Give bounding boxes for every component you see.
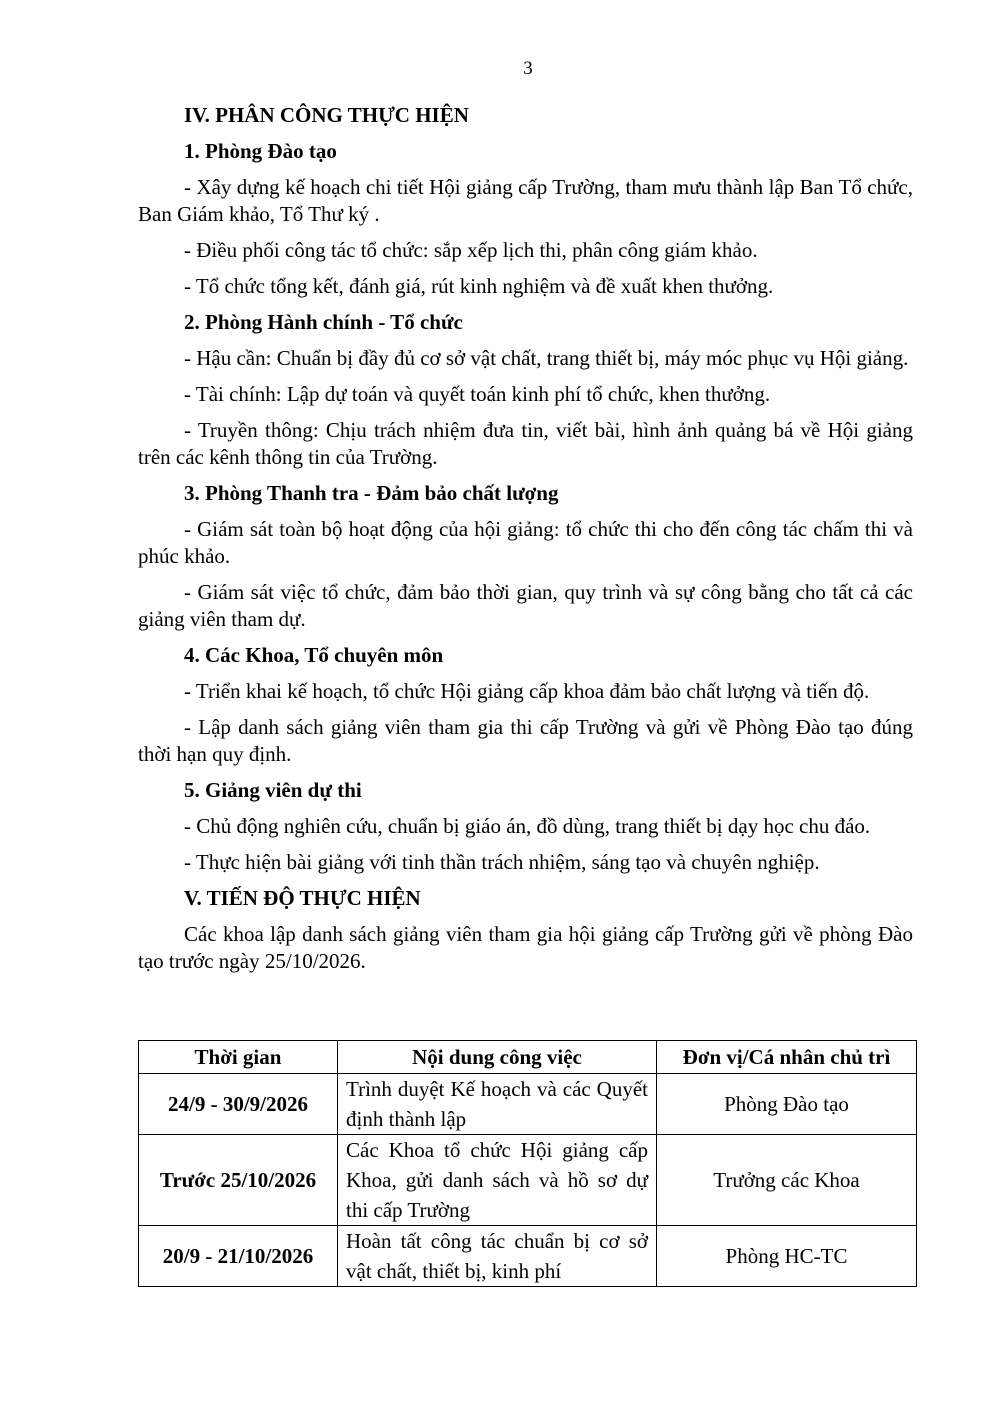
table-header-row [139, 1041, 917, 1074]
time-cell: 20/9 - 21/10/2026 [139, 1226, 338, 1287]
page-number: 3 [523, 58, 533, 79]
paragraph: - Xây dựng kế hoạch chi tiết Hội giảng cấp Trường, tham mưu thành lập Ban Tổ chức, Ban Giám khảo, Tổ Thư ký . [138, 175, 913, 226]
unit-cell: Trưởng các Khoa [657, 1135, 917, 1226]
column-header-unit: Đơn vị/Cá nhân chủ trì [657, 1041, 917, 1074]
paragraph: - Triển khai kế hoạch, tổ chức Hội giảng cấp khoa đảm bảo chất lượng và tiến độ. [184, 679, 870, 703]
subsection-heading: 3. Phòng Thanh tra - Đảm bảo chất lượng [184, 481, 559, 505]
paragraph: - Tài chính: Lập dự toán và quyết toán kinh phí tổ chức, khen thưởng. [184, 382, 771, 406]
paragraph: - Giám sát việc tổ chức, đảm bảo thời gian, quy trình và sự công bằng cho tất cả các giảng viên tham dự. [138, 580, 913, 631]
paragraph: Các khoa lập danh sách giảng viên tham gia hội giảng cấp Trường gửi về phòng Đào tạo trước ngày 25/10/2026. [138, 922, 913, 973]
column-header-time: Thời gian [139, 1041, 338, 1074]
paragraph: - Tổ chức tổng kết, đánh giá, rút kinh nghiệm và đề xuất khen thưởng. [184, 274, 774, 298]
paragraph: - Giám sát toàn bộ hoạt động của hội giảng: tổ chức thi cho đến công tác chấm thi và phúc khảo. [138, 517, 913, 568]
section-heading: V. TIẾN ĐỘ THỰC HIỆN [184, 886, 421, 910]
paragraph: - Truyền thông: Chịu trách nhiệm đưa tin, viết bài, hình ảnh quảng bá về Hội giảng trên các kênh thông tin của Trường. [138, 418, 913, 469]
subsection-heading: 4. Các Khoa, Tổ chuyên môn [184, 643, 444, 667]
table-row [139, 1135, 917, 1226]
schedule-table [138, 1040, 917, 1287]
task-cell: Hoàn tất công tác chuẩn bị cơ sở vật chất, thiết bị, kinh phí [338, 1226, 657, 1287]
task-cell: Trình duyệt Kế hoạch và các Quyết định thành lập [338, 1074, 657, 1135]
unit-cell: Phòng HC-TC [657, 1226, 917, 1287]
time-cell: Trước 25/10/2026 [139, 1135, 338, 1226]
unit-cell: Phòng Đào tạo [657, 1074, 917, 1135]
paragraph: - Chủ động nghiên cứu, chuẩn bị giáo án, đồ dùng, trang thiết bị dạy học chu đáo. [184, 814, 871, 838]
subsection-heading: 1. Phòng Đào tạo [184, 139, 337, 163]
paragraph: - Hậu cần: Chuẩn bị đầy đủ cơ sở vật chất, trang thiết bị, máy móc phục vụ Hội giảng. [184, 346, 909, 370]
subsection-heading: 5. Giảng viên dự thi [184, 778, 362, 802]
table-row [139, 1074, 917, 1135]
time-cell: 24/9 - 30/9/2026 [139, 1074, 338, 1135]
document-body [138, 102, 913, 984]
section-heading: IV. PHÂN CÔNG THỰC HIỆN [184, 103, 469, 127]
paragraph: - Thực hiện bài giảng với tinh thần trách nhiệm, sáng tạo và chuyên nghiệp. [184, 850, 820, 874]
paragraph: - Điều phối công tác tổ chức: sắp xếp lịch thi, phân công giám khảo. [184, 238, 758, 262]
column-header-task: Nội dung công việc [338, 1041, 657, 1074]
subsection-heading: 2. Phòng Hành chính - Tổ chức [184, 310, 463, 334]
task-cell: Các Khoa tổ chức Hội giảng cấp Khoa, gửi danh sách và hồ sơ dự thi cấp Trường [338, 1135, 657, 1226]
paragraph: - Lập danh sách giảng viên tham gia thi cấp Trường và gửi về Phòng Đào tạo đúng thời hạn quy định. [138, 715, 913, 766]
table-row [139, 1226, 917, 1287]
